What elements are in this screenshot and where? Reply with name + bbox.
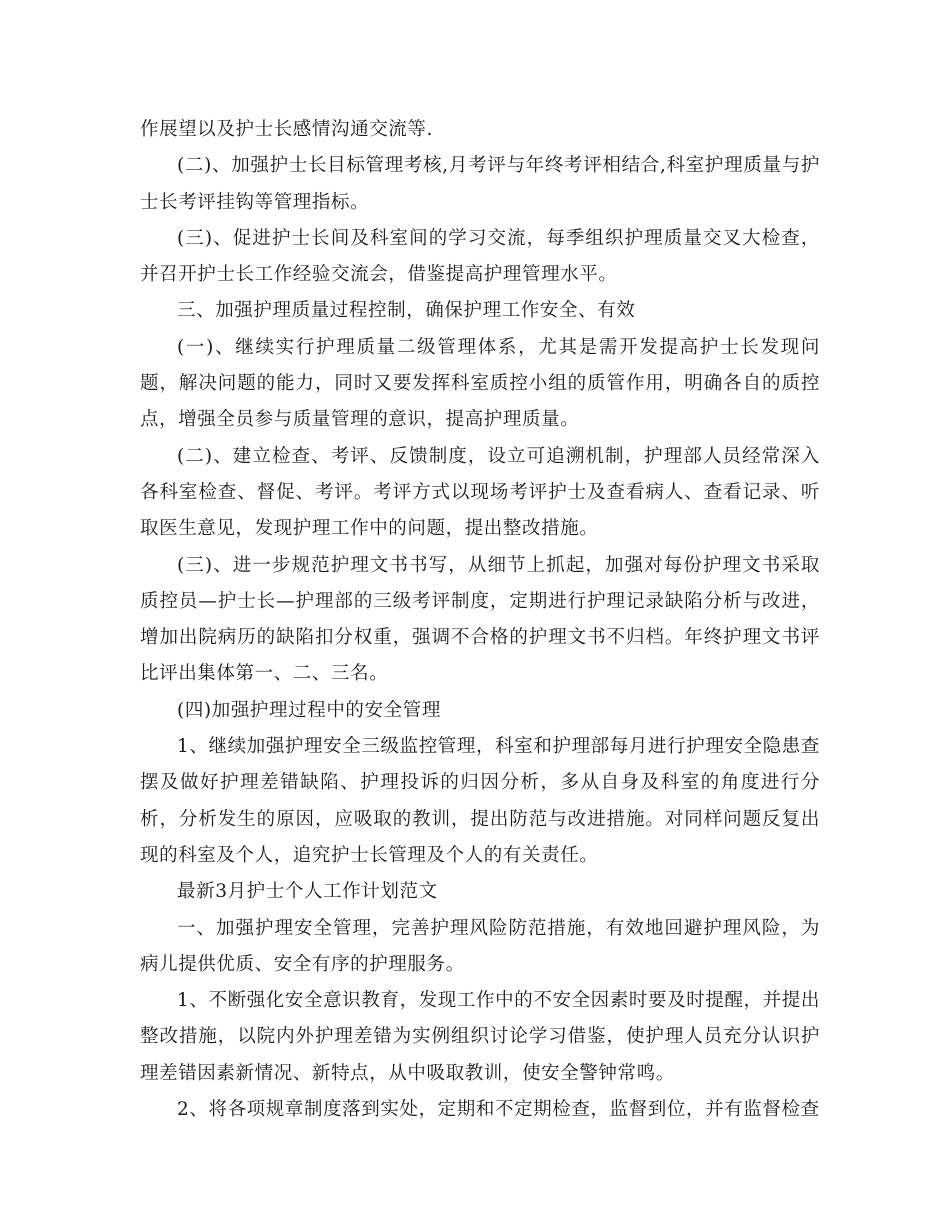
paragraph-safety-monitoring: 1、继续加强护理安全三级监控管理，科室和护理部每月进行护理安全隐患查摆及做好护理差错缺陷、护理投诉的归因分析，多从自身及科室的角度进行分析，分析发生的原因，应吸取的教训，提出防范与改进措施。对同样问题反复出现的科室及个人，追究护士长管理及个人的有关责任。 bbox=[140, 736, 820, 866]
paragraph-two-level-management: (一)、继续实行护理质量二级管理体系，尤其是需开发提高护士长发现问题，解决问题的能力，同时又要发挥科室质控小组的质管作用，明确各自的质控点，增强全员参与质量管理的意识，提高护理质量。 bbox=[140, 336, 820, 431]
section-heading-quality-control: 三、加强护理质量过程控制，确保护理工作安全、有效 bbox=[177, 300, 636, 322]
document-body bbox=[140, 112, 820, 1128]
paragraph-inspection-feedback: (二)、建立检查、考评、反馈制度，设立可追溯机制，护理部人员经常深入各科室检查、督促、考评。考评方式以现场考评护士及查看病人、查看记录、听取医生意见，发现护理工作中的问题，提出整改措施。 bbox=[140, 445, 820, 540]
paragraph-head-nurse-exchange: (三)、促进护士长间及科室间的学习交流，每季组织护理质量交叉大检查，并召开护士长工作经验交流会，借鉴提高护理管理水平。 bbox=[140, 227, 820, 286]
subheading-safety-management: (四)加强护理过程中的安全管理 bbox=[177, 699, 441, 721]
section-heading-safety: 一、加强护理安全管理，完善护理风险防范措施，有效地回避护理风险，为病儿提供优质、安全有序的护理服务。 bbox=[140, 917, 820, 975]
paragraph-safety-education: 1、不断强化安全意识教育，发现工作中的不安全因素时要及时提醒，并提出整改措施，以院内外护理差错为实例组织讨论学习借鉴，使护理人员充分认识护理差错因素新情况、新特点，从中吸取教训，使安全警钟常鸣。 bbox=[140, 990, 820, 1084]
article-title: 最新3月护士个人工作计划范文 bbox=[177, 881, 438, 903]
paragraph-continuation: 作展望以及护士长感情沟通交流等. bbox=[140, 119, 433, 140]
paragraph-rules-implementation: 2、将各项规章制度落到实处，定期和不定期检查，监督到位，并有监督检查 bbox=[177, 1099, 820, 1121]
paragraph-nursing-documents: (三)、进一步规范护理文书书写，从细节上抓起，加强对每份护理文书采取质控员—护士长—护理部的三级考评制度，定期进行护理记录缺陷分析与改进，增加出院病历的缺陷扣分权重，强调不合格的护理文书不归档。年终护理文书评比评出集体第一、二、三名。 bbox=[140, 554, 820, 685]
paragraph-head-nurse-assessment: (二)、加强护士长目标管理考核,月考评与年终考评相结合,科室护理质量与护士长考评挂钩等管理指标。 bbox=[140, 155, 820, 213]
